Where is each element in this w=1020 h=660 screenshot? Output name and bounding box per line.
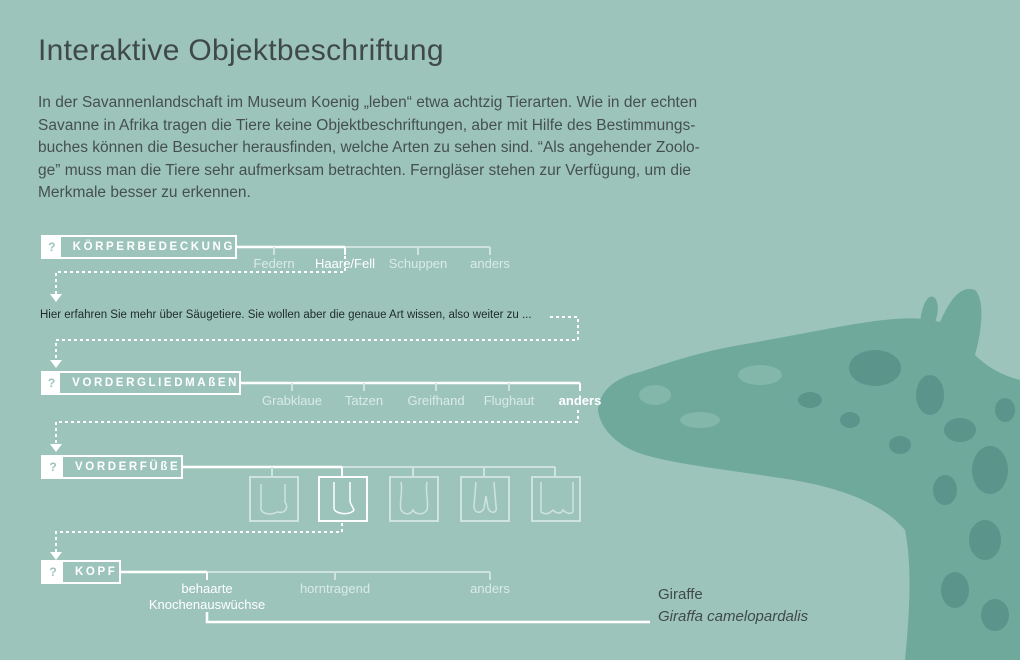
foot-cloven-icon[interactable] [389,476,439,522]
page-title: Interaktive Objektbeschriftung [38,34,444,67]
option-federn[interactable]: Federn [253,256,295,271]
intro-line: Merkmale besser zu erkennen. [38,184,251,201]
option-grabklaue[interactable]: Grabklaue [262,393,322,408]
option-greifhand[interactable]: Greifhand [407,393,465,408]
question-label: VORDERFÜßE [75,461,181,473]
option-anders[interactable]: anders [470,581,510,596]
question-vorderfuesse[interactable] [41,455,183,479]
info-text: Hier erfahren Sie mehr über Säugetiere. Sie wollen aber die genaue Art wissen, also weiter zu ... [40,309,532,321]
option-schuppen[interactable]: Schuppen [388,256,448,271]
intro-line: In der Savannenlandschaft im Museum Koenig „leben“ etwa achtzig Tierarten. Wie in der echten [38,94,698,111]
question-label: KOPF [75,566,118,578]
option-anders[interactable]: anders [558,393,602,408]
foot-paw-icon[interactable] [249,476,299,522]
foot-split-hoof-icon[interactable] [460,476,510,522]
foot-hoof-icon[interactable] [318,476,368,522]
result-scientific-name: Giraffa camelopardalis [658,608,809,625]
question-mark-icon: ? [43,457,63,477]
option-tatzen[interactable]: Tatzen [344,393,384,408]
foot-toes-icon[interactable] [531,476,581,522]
question-label: KÖRPERBEDECKUNG [72,241,235,253]
option-horntragend[interactable]: horntragend [299,581,371,596]
question-mark-icon: ? [43,373,60,393]
option-flughaut[interactable]: Flughaut [483,393,535,408]
option-knochenauswuechse[interactable]: Knochenauswüchse [148,597,266,612]
option-behaarte[interactable]: behaarte [181,581,233,596]
option-anders[interactable]: anders [470,256,510,271]
option-haare-fell[interactable]: Haare/Fell [315,256,375,271]
question-label: VORDERGLIEDMAßEN [72,377,239,389]
question-mark-icon: ? [43,237,61,257]
question-koerperbedeckung[interactable] [41,235,237,259]
intro-line: ge” muss man die Tiere sehr aufmerksam betrachten. Ferngläser stehen zur Verfügung, um die [38,161,692,179]
question-kopf[interactable] [41,560,121,584]
question-mark-icon: ? [43,562,63,582]
intro-line: buches können die Besucher herausfinden, welche Arten zu sehen sind. “Als angehender Zoolo- [38,139,700,156]
result-common-name: Giraffe [658,586,703,603]
intro-line: Savanne in Afrika tragen die Tiere keine Objektbeschriftungen, aber mit Hilfe des Bestimmungs- [38,116,696,134]
question-vordergliedmassen[interactable] [41,371,241,395]
